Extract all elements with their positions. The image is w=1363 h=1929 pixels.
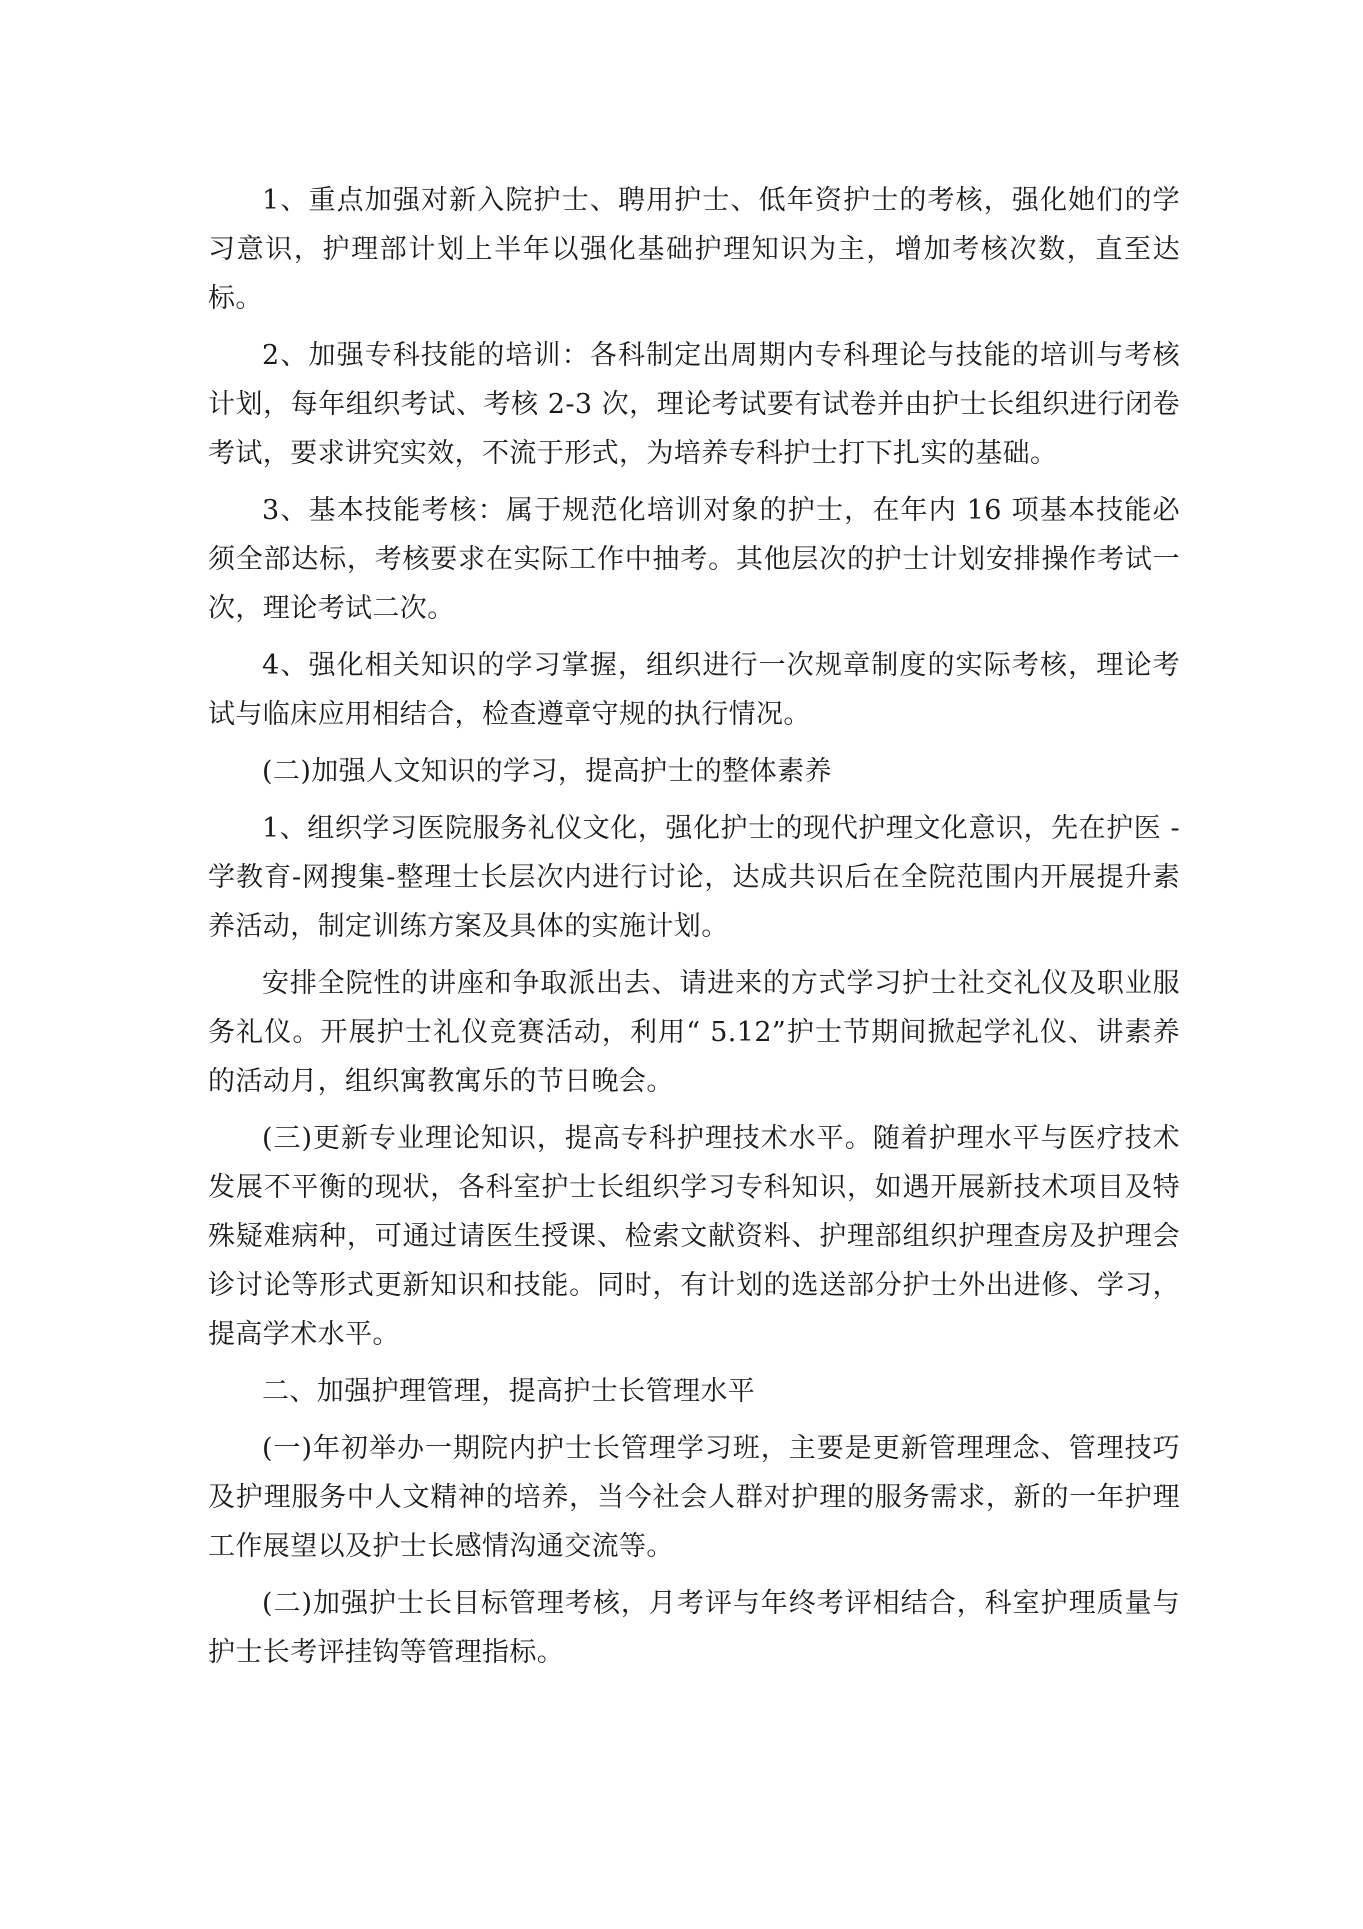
paragraph-rules-knowledge: 4、强化相关知识的学习掌握，组织进行一次规章制度的实际考核，理论考试与临床应用相结合，检查遵章守规的执行情况。 [208, 650, 1180, 730]
paragraph-basic-skills-exam: 3、基本技能考核：属于规范化培训对象的护士，在年内 16 项基本技能必须全部达标，考核要求在实际工作中抽考。其他层次的护士计划安排操作考试一次，理论考试二次。 [208, 495, 1180, 624]
paragraph-head-nurse-course: (一)年初举办一期院内护士长管理学习班，主要是更新管理理念、管理技巧及护理服务中人文精神的培养，当今社会人群对护理的服务需求，新的一年护理工作展望以及护士长感情沟通交流等。 [208, 1433, 1180, 1562]
paragraph-etiquette-culture: 1、组织学习医院服务礼仪文化，强化护士的现代护理文化意识，先在护医 -学教育-网搜集-整理士长层次内进行讨论，达成共识后在全院范围内开展提升素养活动，制定训练方案及具体的实施计划。 [208, 813, 1180, 942]
paragraph-update-theory: (三)更新专业理论知识，提高专科护理技术水平。随着护理水平与医疗技术发展不平衡的现状，各科室护士长组织学习专科知识，如遇开展新技术项目及特殊疑难病种，可通过请医生授课、检索文献资料、护理部组织护理查房及护理会诊讨论等形式更新知识和技能。同时，有计划的选送部分护士外出进修、学习，提高学术水平。 [208, 1123, 1180, 1350]
section-heading-management: 二、加强护理管理，提高护士长管理水平 [262, 1376, 756, 1407]
paragraph-target-management: (二)加强护士长目标管理考核，月考评与年终考评相结合，科室护理质量与护士长考评挂钩等管理指标。 [208, 1588, 1180, 1668]
section-heading-humanities: (二)加强人文知识的学习，提高护士的整体素养 [262, 756, 832, 787]
document-body [208, 176, 1180, 1685]
paragraph-specialty-training: 2、加强专科技能的培训：各科制定出周期内专科理论与技能的培训与考核计划，每年组织考试、考核 2-3 次，理论考试要有试卷并由护士长组织进行闭卷考试，要求讲究实效，不流于形式，为培养专科护士打下扎实的基础。 [208, 340, 1180, 469]
paragraph-exam-new-nurses: 1、重点加强对新入院护士、聘用护士、低年资护士的考核，强化她们的学习意识，护理部计划上半年以强化基础护理知识为主，增加考核次数，直至达标。 [208, 185, 1180, 314]
paragraph-etiquette-activities: 安排全院性的讲座和争取派出去、请进来的方式学习护士社交礼仪及职业服务礼仪。开展护士礼仪竞赛活动，利用“ 5.12”护士节期间掀起学礼仪、讲素养的活动月，组织寓教寓乐的节日晚会。 [208, 968, 1180, 1097]
